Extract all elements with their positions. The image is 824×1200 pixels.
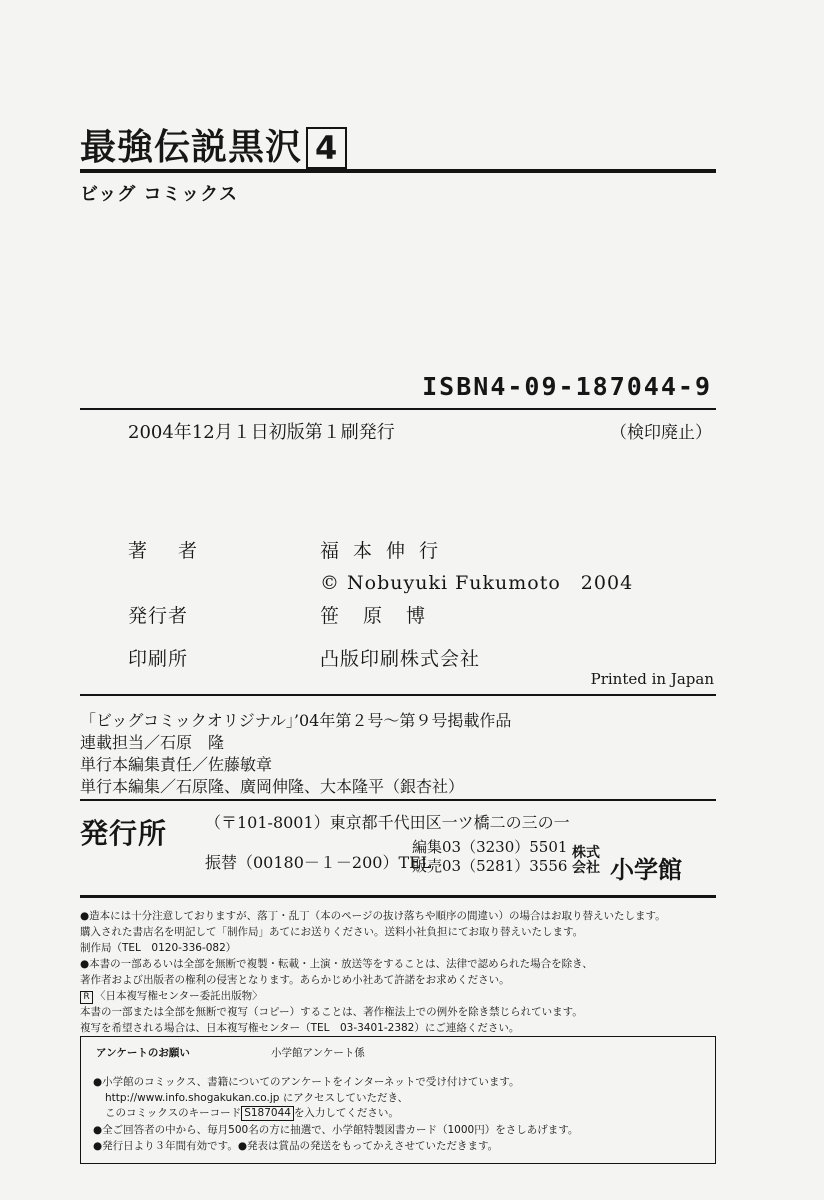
publisher-rule [80,799,716,801]
fineprint-line-2: 購入された書店名を明記して「制作局」あてにお送りください。送料小社負担にてお取り替えいたします。 [80,926,584,938]
survey-dept: 小学館アンケート係 [271,1047,365,1059]
volume-number: 4 [306,127,347,169]
phone-editorial: 編集03（3230）5501 [412,838,568,856]
seal-notice: （検印廃止） [610,423,712,443]
survey-line-1: ●小学館のコミックス、書籍についてのアンケートをインターネットで受け付けています。 [93,1076,520,1088]
transfer-account: 振替（00180－１－200）TEL [205,853,432,872]
isbn: ISBN4-09-187044-9 [422,372,712,401]
serial-editor: 連載担当／石原 隆 [80,733,225,752]
isbn-rule [80,408,716,410]
survey-line-4: ●全ご回答者の中から、毎月500名の方に抽選で、小学館特製図書カード（1000円）をさしあげます。 [93,1124,579,1136]
printed-in-japan: Printed in Japan [590,670,714,688]
book-title [80,124,347,172]
phone-sales: 販売03（5281）3556 [412,857,568,875]
publisher-name: 小学館 [610,856,682,884]
credits-rule [80,694,716,696]
kabushiki-top: 株式 [572,845,600,861]
copyright-line: © Nobuyuki Fukumoto 2004 [320,572,634,594]
book-editor-chief: 単行本編集責任／佐藤敏章 [80,755,273,774]
survey-line-5: ●発行日より３年間有効です。●発表は賞品の発送をもってかえさせていただきます。 [93,1140,499,1152]
survey-title: アンケートのお願い [96,1047,190,1059]
survey-box [80,1036,716,1164]
kabushiki-bottom: 会社 [572,860,600,876]
publisher-office-label: 発行所 [80,817,168,850]
author-name: 福本伸行 [320,540,453,562]
fineprint-line-6 [80,988,263,1004]
book-editors: 単行本編集／石原隆、廣岡伸隆、大本隆平（銀杏社） [80,777,465,796]
fineprint-line-5: 著作者および出版者の権利の侵害となります。あらかじめ小社あて許諾をお求めください。 [80,974,510,986]
author-label: 著 者 [128,540,204,562]
fineprint-line-7: 本書の一部または全部を無断で複写（コピー）することは、著作権法上での例外を除き禁じられています。 [80,1006,583,1018]
survey-line-3 [105,1105,399,1121]
serialization-note: 「ビッグコミックオリジナル」’04年第２号～第９号掲載作品 [80,711,512,730]
series-name: ビッグ コミックス [80,184,239,205]
kabushiki-kaisha [572,846,600,876]
publisher-person-name: 笹原博 [320,605,450,627]
survey-url-tail: にアクセスしていただき、 [282,1092,409,1104]
survey-line-2 [105,1090,408,1105]
fineprint-line-3: 制作局（TEL 0120-336-082） [80,942,237,954]
printer-name: 凸版印刷株式会社 [320,648,481,670]
keycode-label: このコミックスのキーコード [105,1107,242,1119]
fineprint-rule [80,895,716,898]
fineprint-line-8: 複写を希望される場合は、日本複写権センター（TEL 03-3401-2382）にご連絡ください。 [80,1022,520,1034]
r-mark-icon: R [80,991,93,1004]
publisher-address: （〒101-8001）東京都千代田区一ツ橋二の三の一 [205,813,570,832]
jrrc-note: 〈日本複写権センター委託出版物〉 [95,990,263,1002]
keycode-tail: を入力してください。 [293,1107,399,1119]
title-text: 最強伝説黒沢 [80,127,303,168]
fineprint-line-1: ●造本には十分注意しておりますが、落丁・乱丁（本のページの抜け落ちや順序の間違い）の場合はお取り替えいたします。 [80,910,666,922]
keycode: S187044 [241,1106,294,1121]
fineprint-line-4: ●本書の一部あるいは全部を無断で複製・転載・上演・放送等をすることは、法律で認められた場合を除き、 [80,958,593,970]
phone-numbers [412,838,567,876]
publisher-person-label: 発行者 [128,605,189,627]
printer-label: 印刷所 [128,648,189,670]
publication-date: 2004年12月１日初版第１刷発行 [128,422,395,443]
survey-url: http://www.info.shogakukan.co.jp [105,1092,280,1104]
title-rule [80,169,716,173]
